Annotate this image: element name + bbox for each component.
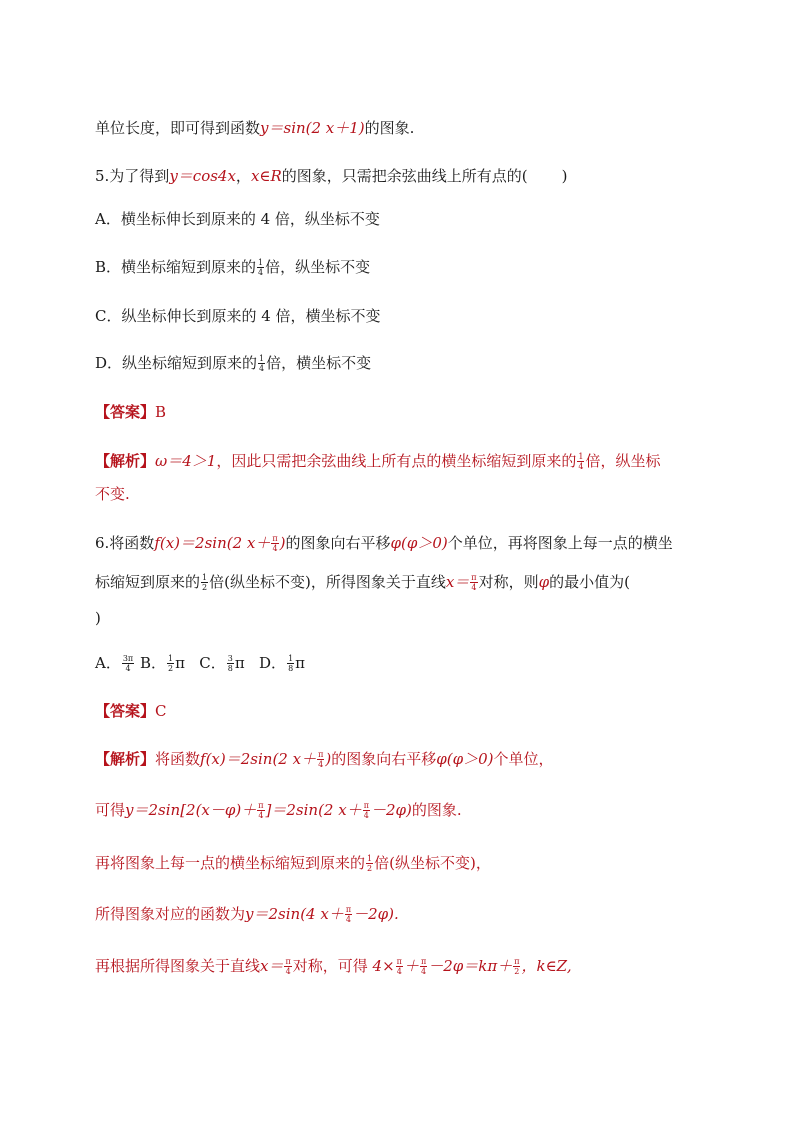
- denominator: 4: [259, 363, 265, 373]
- numerator: 1: [367, 853, 373, 863]
- denominator: 4: [285, 966, 291, 976]
- fraction-one-quarter: [257, 258, 264, 277]
- q6-answer: [95, 699, 754, 723]
- text: 标缩短到原来的: [95, 573, 201, 591]
- text: 可得: [95, 801, 126, 819]
- q5-option-d: [95, 351, 754, 375]
- q5-option-a: [95, 207, 754, 231]
- q6-stem-line2: [95, 570, 754, 594]
- text: 倍，纵坐标不变: [265, 258, 371, 276]
- text: 的最小值为(: [549, 573, 630, 591]
- option-a-label: A．: [95, 654, 121, 672]
- text: 倍，纵坐标: [585, 452, 661, 470]
- text: 倍(纵坐标不变)，所得图象关于直线: [209, 573, 446, 591]
- fraction-1-over-8: [287, 654, 294, 673]
- answer-value: C: [155, 702, 167, 720]
- q5-option-c: [95, 304, 754, 328]
- formula: φ(φ＞0): [390, 534, 448, 552]
- numerator: 1: [168, 653, 174, 663]
- formula: x＝: [445, 573, 470, 591]
- text: 5.为了得到: [95, 167, 170, 185]
- text: 再根据所得图象关于直线: [95, 957, 261, 975]
- fraction-pi-over-4: [396, 957, 403, 976]
- fraction-pi-over-4: [284, 957, 291, 976]
- fraction-pi-over-4: [257, 801, 264, 820]
- q6-analysis-line2: [95, 798, 754, 822]
- denominator: 2: [367, 863, 373, 873]
- formula: ＋: [403, 957, 419, 975]
- text: 不变.: [95, 485, 130, 503]
- option-d-label: D．: [259, 654, 287, 672]
- text: 所得图象对应的函数为: [95, 905, 246, 923]
- fraction-pi-over-4: [363, 801, 370, 820]
- q5-option-b: [95, 255, 754, 279]
- denominator: 4: [258, 267, 264, 277]
- q5-answer: [95, 400, 754, 424]
- formula: φ(φ＞0): [436, 750, 494, 768]
- formula: φ: [538, 573, 550, 591]
- text: 的图象.: [411, 801, 462, 819]
- q5-stem: [95, 164, 754, 188]
- text: 将函数: [155, 750, 201, 768]
- denominator: 4: [345, 914, 351, 924]
- text: 单位长度，即可得到函数: [95, 119, 261, 137]
- text: 个单位，再将图象上每一点的横坐: [447, 534, 673, 552]
- numerator: 1: [258, 257, 264, 267]
- denominator: 4: [318, 759, 324, 769]
- formula: f(x)＝2sin(2 x＋: [200, 750, 317, 768]
- fraction-pi-over-4: [420, 957, 427, 976]
- fraction-pi-over-2: [513, 957, 520, 976]
- q6-options: [95, 651, 754, 675]
- text: C．纵坐标伸长到原来的 4 倍，横坐标不变: [95, 307, 381, 325]
- fraction-pi-over-4: [271, 534, 278, 553]
- numerator: π: [258, 800, 264, 810]
- text: B．横坐标缩短到原来的: [95, 258, 257, 276]
- formula: ω＝4＞1: [155, 452, 217, 470]
- q6-analysis-line1: [95, 747, 754, 771]
- numerator: π: [514, 956, 520, 966]
- prev-answer-tail: [95, 116, 754, 140]
- q6-analysis-line4: [95, 902, 754, 926]
- formula: y＝cos4x: [169, 167, 236, 185]
- text: ): [561, 167, 568, 185]
- formula: －2φ): [370, 801, 412, 819]
- formula: －2φ).: [353, 905, 399, 923]
- pi-symbol: π: [234, 654, 245, 672]
- q6-stem-line1: [95, 531, 754, 555]
- denominator: 4: [272, 543, 278, 553]
- pi-symbol: π: [175, 654, 185, 672]
- denominator: 8: [227, 663, 233, 673]
- q5-analysis-cont: [95, 482, 754, 506]
- fraction-pi-over-4: [317, 750, 324, 769]
- numerator: π: [285, 956, 291, 966]
- formula: ，k∈Z,: [521, 957, 572, 975]
- fraction-3-over-8: [227, 654, 234, 673]
- fraction-one-quarter: [258, 354, 265, 373]
- numerator: 1: [288, 653, 294, 663]
- text: 对称，则: [478, 573, 539, 591]
- text: 再将图象上每一点的横坐标缩短到原来的: [95, 854, 366, 872]
- numerator: 1: [259, 353, 265, 363]
- fraction-pi-over-4: [345, 905, 352, 924]
- answer-value: B: [155, 403, 167, 421]
- fraction-pi-over-4: [470, 573, 477, 592]
- text: 的图象向右平移: [285, 534, 391, 552]
- text: ，: [235, 167, 251, 185]
- text: 的图象.: [364, 119, 415, 137]
- formula: x∈R: [250, 167, 282, 185]
- option-b-label: B．: [139, 654, 167, 672]
- fraction-3pi-over-4: [122, 654, 134, 673]
- formula: f(x)＝2sin(2 x＋: [154, 534, 271, 552]
- fraction-one-quarter: [577, 452, 584, 471]
- q6-analysis-line5: [95, 954, 754, 978]
- formula: ]＝2sin(2 x＋: [265, 801, 362, 819]
- q6-analysis-line3: [95, 851, 754, 875]
- numerator: 1: [202, 572, 208, 582]
- denominator: 4: [578, 461, 584, 471]
- option-c-label: C．: [199, 654, 226, 672]
- q5-analysis: [95, 449, 754, 473]
- numerator: π: [272, 533, 278, 543]
- text: 倍，横坐标不变: [266, 354, 372, 372]
- denominator: 4: [471, 582, 477, 592]
- text: 的图象向右平移: [331, 750, 437, 768]
- formula: y＝2sin[2(x－φ)＋: [125, 801, 257, 819]
- fraction-one-half: [366, 854, 373, 873]
- answer-label: 【答案】: [95, 403, 156, 421]
- numerator: π: [345, 904, 352, 914]
- analysis-label: 【解析】: [95, 452, 156, 470]
- denominator: 4: [396, 966, 402, 976]
- text: 倍(纵坐标不变)，: [374, 854, 491, 872]
- pi-symbol: π: [295, 654, 306, 672]
- q6-stem-line3: [95, 606, 754, 630]
- analysis-label: 【解析】: [95, 750, 156, 768]
- text: 个单位，: [493, 750, 554, 768]
- formula: ): [279, 534, 286, 552]
- fraction-one-half: [167, 654, 174, 673]
- denominator: 2: [168, 663, 174, 673]
- formula: 4×: [372, 957, 395, 975]
- numerator: π: [363, 800, 369, 810]
- denominator: 4: [363, 810, 369, 820]
- formula: y＝2sin(4 x＋: [245, 905, 344, 923]
- numerator: 1: [578, 451, 584, 461]
- numerator: 3: [227, 653, 233, 663]
- formula: y＝sin(2 x＋1): [260, 119, 365, 137]
- denominator: 4: [125, 663, 131, 673]
- numerator: π: [396, 956, 402, 966]
- formula: ): [325, 750, 332, 768]
- formula: x＝: [260, 957, 284, 975]
- denominator: 4: [421, 966, 427, 976]
- denominator: 2: [514, 966, 520, 976]
- text: ，因此只需把余弦曲线上所有点的横坐标缩短到原来的: [216, 452, 577, 470]
- denominator: 2: [202, 582, 208, 592]
- denominator: 8: [288, 663, 294, 673]
- text: ): [95, 609, 101, 627]
- numerator: 3π: [122, 653, 134, 663]
- text: 对称，可得: [292, 957, 368, 975]
- text: 的图象，只需把余弦曲线上所有点的(: [281, 167, 528, 185]
- text: 6.将函数: [95, 534, 155, 552]
- text: D．纵坐标缩短到原来的: [95, 354, 258, 372]
- numerator: π: [318, 749, 324, 759]
- numerator: π: [420, 956, 427, 966]
- fraction-one-half: [201, 573, 208, 592]
- answer-label: 【答案】: [95, 702, 156, 720]
- denominator: 4: [258, 810, 264, 820]
- formula: －2φ＝kπ＋: [428, 957, 513, 975]
- numerator: π: [471, 572, 477, 582]
- text: A．横坐标伸长到原来的 4 倍，纵坐标不变: [95, 210, 380, 228]
